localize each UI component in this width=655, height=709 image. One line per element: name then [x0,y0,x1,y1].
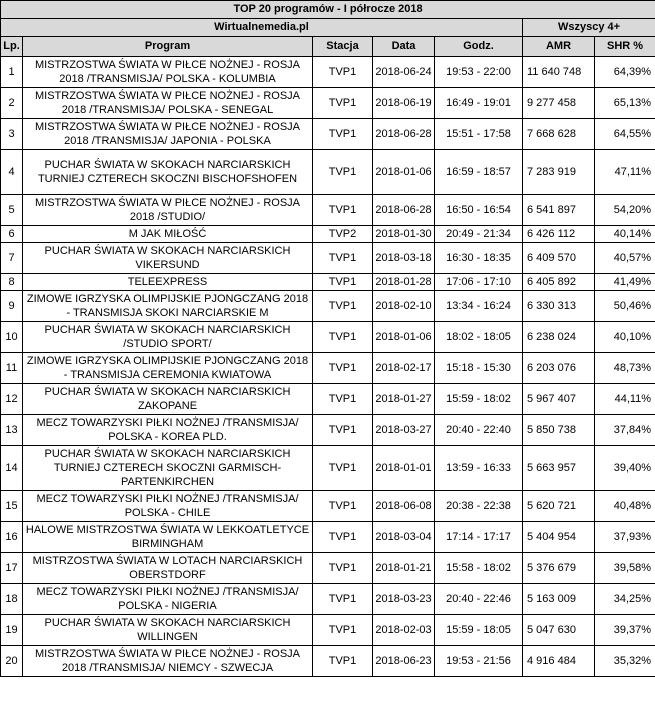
cell-program: TELEEXPRESS [23,274,313,291]
cell-lp: 17 [1,553,23,584]
cell-station: TVP1 [313,584,373,615]
cell-lp: 18 [1,584,23,615]
cell-date: 2018-03-04 [373,522,435,553]
cell-time: 15:51 - 17:58 [435,119,523,150]
cell-time: 15:59 - 18:02 [435,384,523,415]
cell-program: ZIMOWE IGRZYSKA OLIMPIJSKIE PJONGCZANG 2018 - TRANSMISJA SKOKI NARCIARSKIE M [23,291,313,322]
cell-shr: 40,10% [595,322,655,353]
cell-station: TVP1 [313,150,373,195]
cell-date: 2018-01-30 [373,226,435,243]
header-amr: AMR [523,37,595,57]
cell-shr: 39,58% [595,553,655,584]
cell-lp: 6 [1,226,23,243]
cell-shr: 40,57% [595,243,655,274]
cell-lp: 4 [1,150,23,195]
cell-program: MISTRZOSTWA ŚWIATA W PIŁCE NOŻNEJ - ROSJA 2018 /TRANSMISJA/ JAPONIA - POLSKA [23,119,313,150]
cell-lp: 2 [1,88,23,119]
cell-program: PUCHAR ŚWIATA W SKOKACH NARCIARSKICH TURNIEJ CZTERECH SKOCZNI GARMISCH-PARTENKIRCHEN [23,446,313,491]
cell-time: 20:49 - 21:34 [435,226,523,243]
cell-lp: 13 [1,415,23,446]
cell-time: 17:14 - 17:17 [435,522,523,553]
header-lp: Lp. [1,37,23,57]
cell-date: 2018-01-01 [373,446,435,491]
cell-time: 15:59 - 18:05 [435,615,523,646]
table-title: TOP 20 programów - I półrocze 2018 [1,1,655,19]
cell-date: 2018-01-21 [373,553,435,584]
cell-station: TVP1 [313,615,373,646]
cell-shr: 48,73% [595,353,655,384]
cell-time: 19:53 - 21:56 [435,646,523,677]
cell-amr: 5 620 721 [523,491,595,522]
cell-amr: 5 850 738 [523,415,595,446]
header-program: Program [23,37,313,57]
cell-date: 2018-06-23 [373,646,435,677]
cell-shr: 50,46% [595,291,655,322]
cell-date: 2018-06-28 [373,195,435,226]
cell-station: TVP1 [313,415,373,446]
table-row [1,322,655,353]
cell-date: 2018-02-17 [373,353,435,384]
cell-date: 2018-03-23 [373,584,435,615]
cell-shr: 39,40% [595,446,655,491]
cell-program: MISTRZOSTWA ŚWIATA W PIŁCE NOŻNEJ - ROSJA 2018 /TRANSMISJA/ NIEMCY - SZWECJA [23,646,313,677]
table-row [1,415,655,446]
table-row [1,491,655,522]
cell-amr: 9 277 458 [523,88,595,119]
cell-time: 15:58 - 18:02 [435,553,523,584]
cell-shr: 44,11% [595,384,655,415]
cell-lp: 1 [1,57,23,88]
table-row [1,195,655,226]
cell-amr: 6 541 897 [523,195,595,226]
cell-time: 16:50 - 16:54 [435,195,523,226]
cell-amr: 5 376 679 [523,553,595,584]
cell-lp: 12 [1,384,23,415]
table-row [1,584,655,615]
cell-time: 13:59 - 16:33 [435,446,523,491]
cell-program: PUCHAR ŚWIATA W SKOKACH NARCIARSKICH ZAKOPANE [23,384,313,415]
cell-date: 2018-06-28 [373,119,435,150]
cell-shr: 65,13% [595,88,655,119]
cell-program: MECZ TOWARZYSKI PIŁKI NOŻNEJ /TRANSMISJA/ POLSKA - NIGERIA [23,584,313,615]
table-row [1,646,655,677]
cell-date: 2018-06-19 [373,88,435,119]
cell-date: 2018-02-03 [373,615,435,646]
table-row [1,119,655,150]
cell-time: 15:18 - 15:30 [435,353,523,384]
audience-group: Wszyscy 4+ [523,19,655,37]
cell-lp: 16 [1,522,23,553]
cell-amr: 7 668 628 [523,119,595,150]
cell-program: M JAK MIŁOŚĆ [23,226,313,243]
cell-date: 2018-03-27 [373,415,435,446]
cell-date: 2018-01-27 [373,384,435,415]
cell-station: TVP1 [313,646,373,677]
cell-station: TVP1 [313,243,373,274]
table-row [1,615,655,646]
cell-amr: 5 404 954 [523,522,595,553]
cell-program: MECZ TOWARZYSKI PIŁKI NOŻNEJ /TRANSMISJA/ POLSKA - KOREA PLD. [23,415,313,446]
cell-station: TVP1 [313,522,373,553]
cell-shr: 37,84% [595,415,655,446]
cell-lp: 20 [1,646,23,677]
cell-station: TVP1 [313,195,373,226]
table-row [1,57,655,88]
cell-shr: 34,25% [595,584,655,615]
cell-shr: 54,20% [595,195,655,226]
cell-time: 16:30 - 18:35 [435,243,523,274]
cell-lp: 7 [1,243,23,274]
cell-program: HALOWE MISTRZOSTWA ŚWIATA W LEKKOATLETYCE BIRMINGHAM [23,522,313,553]
cell-amr: 6 405 892 [523,274,595,291]
table-body [1,57,655,677]
cell-program: PUCHAR ŚWIATA W SKOKACH NARCIARSKICH VIKERSUND [23,243,313,274]
cell-program: ZIMOWE IGRZYSKA OLIMPIJSKIE PJONGCZANG 2018 - TRANSMISJA CEREMONIA KWIATOWA [23,353,313,384]
table-row [1,88,655,119]
cell-time: 18:02 - 18:05 [435,322,523,353]
cell-amr: 11 640 748 [523,57,595,88]
cell-shr: 64,55% [595,119,655,150]
cell-lp: 10 [1,322,23,353]
cell-amr: 7 283 919 [523,150,595,195]
cell-time: 13:34 - 16:24 [435,291,523,322]
cell-amr: 5 663 957 [523,446,595,491]
cell-shr: 40,48% [595,491,655,522]
cell-station: TVP1 [313,291,373,322]
cell-station: TVP1 [313,384,373,415]
cell-shr: 40,14% [595,226,655,243]
cell-time: 20:40 - 22:46 [435,584,523,615]
cell-lp: 11 [1,353,23,384]
cell-lp: 19 [1,615,23,646]
cell-date: 2018-01-06 [373,150,435,195]
table-row [1,446,655,491]
cell-date: 2018-03-18 [373,243,435,274]
cell-station: TVP1 [313,553,373,584]
cell-program: PUCHAR ŚWIATA W SKOKACH NARCIARSKICH WILLINGEN [23,615,313,646]
cell-time: 20:38 - 22:38 [435,491,523,522]
cell-shr: 39,37% [595,615,655,646]
cell-station: TVP2 [313,226,373,243]
cell-program: MECZ TOWARZYSKI PIŁKI NOŻNEJ /TRANSMISJA/ POLSKA - CHILE [23,491,313,522]
table-row [1,243,655,274]
header-time: Godz. [435,37,523,57]
cell-lp: 8 [1,274,23,291]
cell-program: PUCHAR ŚWIATA W SKOKACH NARCIARSKICH TURNIEJ CZTERECH SKOCZNI BISCHOFSHOFEN [23,150,313,195]
cell-program: MISTRZOSTWA ŚWIATA W PIŁCE NOŻNEJ - ROSJA 2018 /STUDIO/ [23,195,313,226]
cell-lp: 14 [1,446,23,491]
cell-station: TVP1 [313,57,373,88]
table-row [1,274,655,291]
cell-amr: 5 163 009 [523,584,595,615]
cell-date: 2018-02-10 [373,291,435,322]
cell-shr: 37,93% [595,522,655,553]
table-row [1,353,655,384]
cell-date: 2018-06-24 [373,57,435,88]
table-row [1,384,655,415]
cell-amr: 6 426 112 [523,226,595,243]
cell-station: TVP1 [313,274,373,291]
table-row [1,522,655,553]
cell-lp: 9 [1,291,23,322]
header-date: Data [373,37,435,57]
cell-station: TVP1 [313,353,373,384]
cell-station: TVP1 [313,88,373,119]
header-shr: SHR % [595,37,655,57]
table-row [1,150,655,195]
cell-date: 2018-06-08 [373,491,435,522]
cell-station: TVP1 [313,491,373,522]
cell-lp: 5 [1,195,23,226]
cell-amr: 4 916 484 [523,646,595,677]
cell-shr: 35,32% [595,646,655,677]
cell-time: 20:40 - 22:40 [435,415,523,446]
cell-lp: 15 [1,491,23,522]
cell-time: 16:59 - 18:57 [435,150,523,195]
cell-time: 19:53 - 22:00 [435,57,523,88]
table-row [1,553,655,584]
cell-amr: 5 967 407 [523,384,595,415]
cell-time: 17:06 - 17:10 [435,274,523,291]
cell-amr: 6 330 313 [523,291,595,322]
cell-date: 2018-01-28 [373,274,435,291]
table-row [1,291,655,322]
table-row [1,226,655,243]
cell-amr: 5 047 630 [523,615,595,646]
cell-station: TVP1 [313,119,373,150]
cell-program: MISTRZOSTWA ŚWIATA W PIŁCE NOŻNEJ - ROSJA 2018 /TRANSMISJA/ POLSKA - KOLUMBIA [23,57,313,88]
cell-shr: 64,39% [595,57,655,88]
cell-date: 2018-01-06 [373,322,435,353]
cell-program: MISTRZOSTWA ŚWIATA W LOTACH NARCIARSKICH OBERSTDORF [23,553,313,584]
cell-program: PUCHAR ŚWIATA W SKOKACH NARCIARSKICH /STUDIO SPORT/ [23,322,313,353]
header-station: Stacja [313,37,373,57]
cell-program: MISTRZOSTWA ŚWIATA W PIŁCE NOŻNEJ - ROSJA 2018 /TRANSMISJA/ POLSKA - SENEGAL [23,88,313,119]
cell-shr: 47,11% [595,150,655,195]
cell-lp: 3 [1,119,23,150]
cell-amr: 6 238 024 [523,322,595,353]
table-source: Wirtualnemedia.pl [1,19,523,37]
cell-shr: 41,49% [595,274,655,291]
cell-time: 16:49 - 19:01 [435,88,523,119]
cell-station: TVP1 [313,322,373,353]
cell-amr: 6 409 570 [523,243,595,274]
cell-station: TVP1 [313,446,373,491]
cell-amr: 6 203 076 [523,353,595,384]
